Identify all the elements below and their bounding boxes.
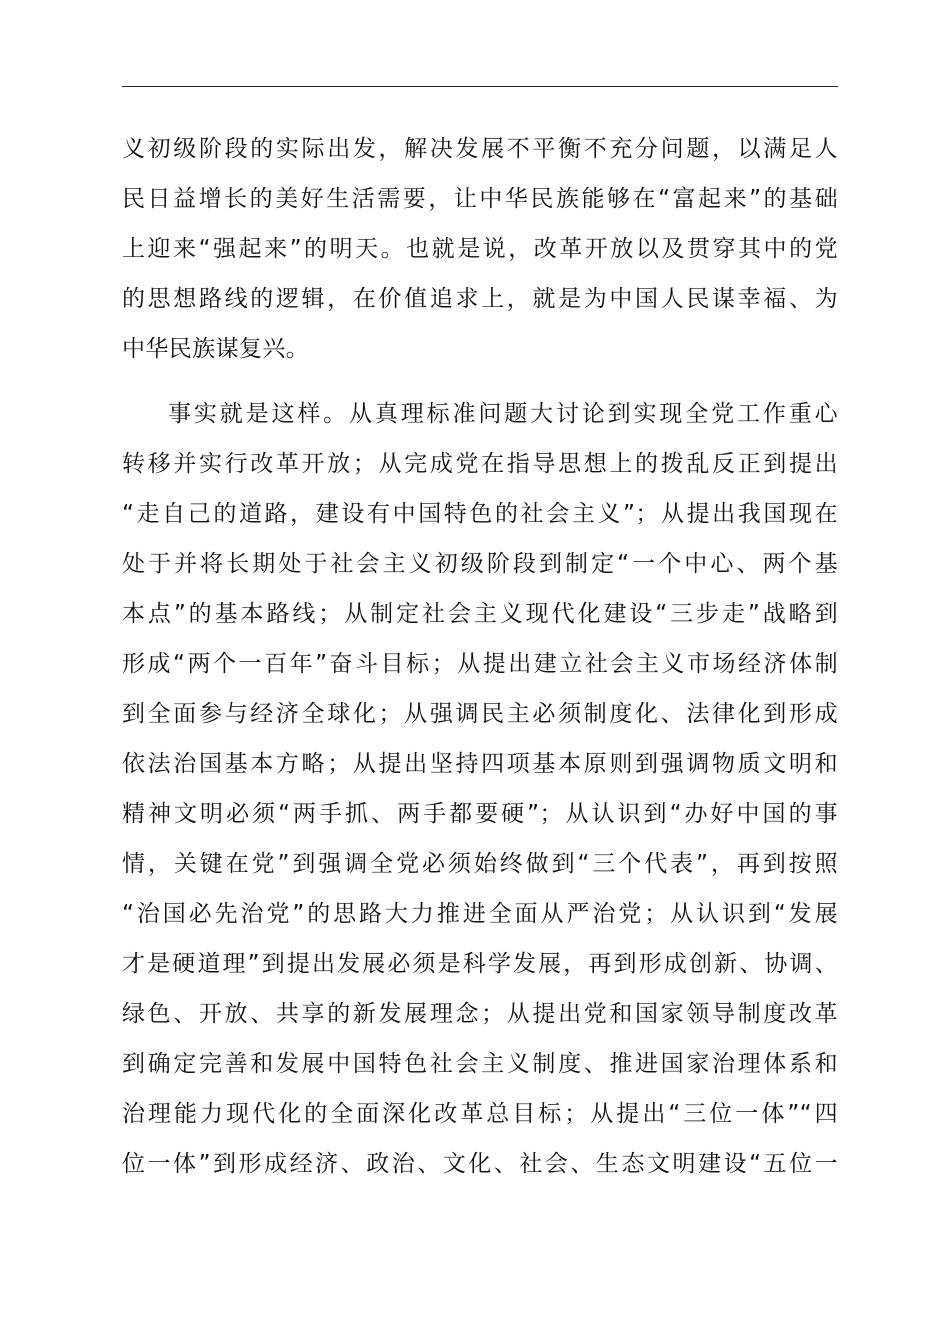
paragraph-line: 中华民族谋复兴。 (122, 336, 310, 362)
paragraph-line: “走自己的道路，建设有中国特色的社会主义”；从提出我国现在 (122, 501, 838, 527)
paragraph-line: 到确定完善和发展中国特色社会主义制度、推进国家治理体系和 (122, 1051, 838, 1077)
paragraph-line: 绿色、开放、共享的新发展理念；从提出党和国家领导制度改革 (122, 1001, 838, 1027)
paragraph-line: 精神文明必须“两手抓、两手都要硬”；从认识到“办好中国的事 (122, 801, 838, 827)
paragraph-line: 转移并实行改革开放；从完成党在指导思想上的拨乱反正到提出 (122, 451, 838, 477)
paragraph-line: 上迎来“强起来”的明天。也就是说，改革开放以及贯穿其中的党 (122, 236, 838, 262)
paragraph-line: “治国必先治党”的思路大力推进全面从严治党；从认识到“发展 (122, 901, 838, 927)
paragraph-line: 民日益增长的美好生活需要，让中华民族能够在“富起来”的基础 (122, 186, 838, 212)
paragraph-line: 本点”的基本路线；从制定社会主义现代化建设“三步走”战略到 (122, 601, 838, 627)
paragraph-line: 事实就是这样。从真理标准问题大讨论到实现全党工作重心 (168, 401, 838, 427)
paragraph-line: 到全面参与经济全球化；从强调民主必须制度化、法律化到形成 (122, 701, 838, 727)
paragraph-line: 义初级阶段的实际出发，解决发展不平衡不充分问题，以满足人 (122, 136, 838, 162)
paragraph-line: 情，关键在党”到强调全党必须始终做到“三个代表”，再到按照 (122, 851, 838, 877)
paragraph-line: 的思想路线的逻辑，在价值追求上，就是为中国人民谋幸福、为 (122, 286, 838, 312)
paragraph-line: 依法治国基本方略；从提出坚持四项基本原则到强调物质文明和 (122, 751, 838, 777)
header-rule (122, 86, 838, 87)
paragraph-line: 位一体”到形成经济、政治、文化、社会、生态文明建设“五位一 (122, 1151, 838, 1177)
paragraph-line: 处于并将长期处于社会主义初级阶段到制定“一个中心、两个基 (122, 551, 838, 577)
paragraph-line: 治理能力现代化的全面深化改革总目标；从提出“三位一体”“四 (122, 1101, 838, 1127)
paragraph-line: 形成“两个一百年”奋斗目标；从提出建立社会主义市场经济体制 (122, 651, 838, 677)
paragraph-line: 才是硬道理”到提出发展必须是科学发展，再到形成创新、协调、 (122, 951, 838, 977)
